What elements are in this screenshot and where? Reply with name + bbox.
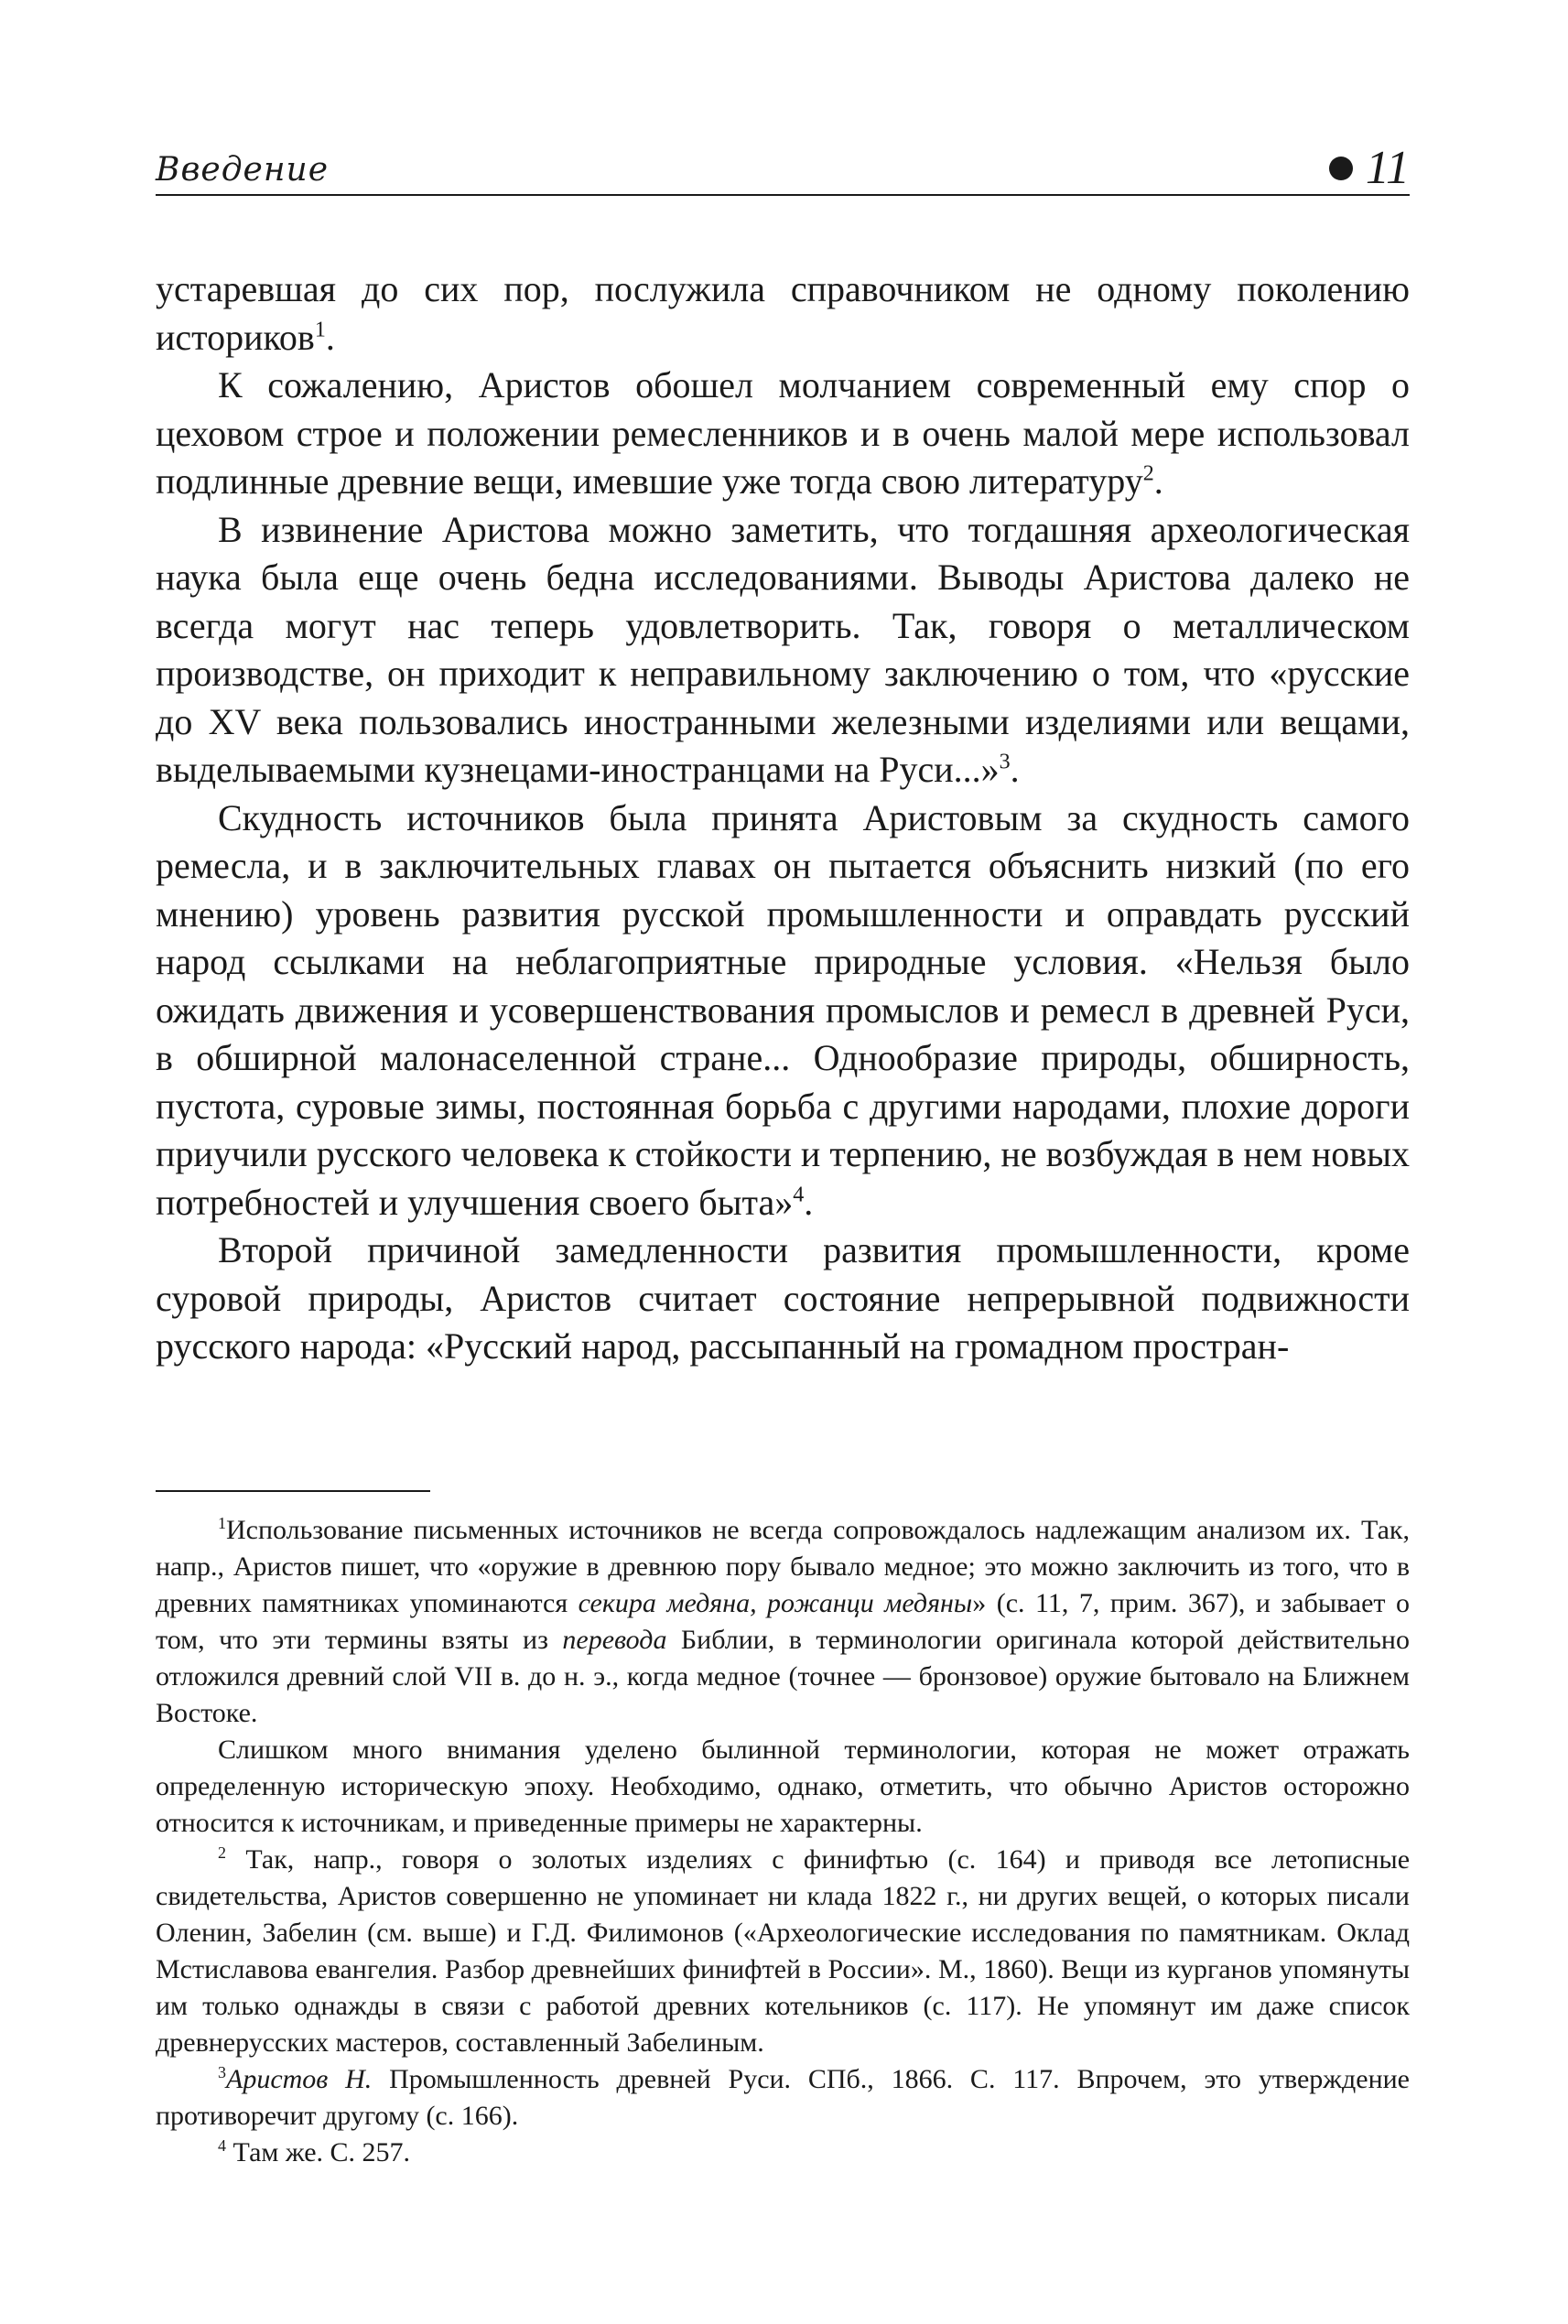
paragraph-3: [156, 506, 1410, 794]
paragraph-5: [156, 1227, 1410, 1371]
footnote-3-author: Аристов Н.: [226, 2064, 373, 2094]
paragraph-1: [156, 265, 1410, 362]
footnote-2-text: Так, напр., говоря о золотых изделиях с финифтью (с. 164) и приводя все летописные свидетельства, Аристов совершенно не упоминает ни клада 1822 г., ни других вещей, о которых писали Оленин, Забелин (см. выше) и Г.Д. Филимонов («Археологические исследования по памятникам. Оклад Мстиславова евангелия. Разбор древнейших финифтей в России». М., 1860). Вещи из курганов упомянуты им только однажды в связи с работой древних котельников (с. 117). Не упомянут им даже список древнерусских мастеров, составленный Забелиным.: [156, 1844, 1411, 2058]
footnote-1-text-c: Библии, в терминологии оригинала которой действительно отложился древний слой VII в. до н. э., когда медное (точнее — бронзовое) оружие бытовало на Ближнем Востоке.: [156, 1625, 1410, 1728]
footnote-3: [156, 2061, 1410, 2135]
main-text: [156, 265, 1410, 1371]
paragraph-3-text: В извинение Аристова можно заметить, что тогдашняя археологическая наука была еще очень бедна исследованиями. Выводы Аристова далеко не всегда могут нас теперь удовлетворить. Так, говоря о металлическом производстве, он приходит к неправильному заключению о том, что «русские до XV века пользовались иностранными железными изделиями или вещами, выделываемыми кузнецами-иностранцами на Руси...»: [156, 508, 1410, 790]
paragraph-2-end: .: [1153, 460, 1163, 502]
footnote-4: [156, 2135, 1410, 2171]
paragraph-3-end: .: [1010, 749, 1020, 790]
page-number: 11: [1365, 142, 1410, 194]
paragraph-2-text: К сожалению, Аристов обошел молчанием современный ему спор о цеховом строе и положении ремесленников и в очень малой мере использовал подлинные древние вещи, имевшие уже тогда свою литературу: [156, 364, 1410, 502]
bullet-icon: [1329, 157, 1353, 180]
footnote-mark-4: 4: [218, 2136, 226, 2155]
footnote-1: [156, 1512, 1410, 1732]
footnote-1-continuation: Слишком много внимания уделено былинной терминологии, которая не может отражать определенную историческую эпоху. Необходимо, однако, отметить, что обычно Аристов осторожно относится к источникам, и приведенные примеры не характерны.: [156, 1735, 1410, 1838]
paragraph-5-text: Второй причиной замедленности развития промышленности, кроме суровой природы, Аристов считает состояние непрерывной подвижности русского народа: «Русский народ, рассыпанный на громадном простран-: [156, 1229, 1410, 1367]
paragraph-4-text: Скудность источников была принята Аристовым за скудность самого ремесла, и в заключительных главах он пытается объяснить низкий (по его мнению) уровень развития русской промышленности и оправдать русский народ ссылками на неблагоприятные природные условия. «Нельзя было ожидать движения и усовершенствования промыслов и ремесл в древней Руси, в обширной малонаселенной стране... Однообразие природы, обширность, пустота, суровые зимы, постоянная борьба с другими народами, плохие дороги приучили русского человека к стойкости и терпению, не возбуждая в нем новых потребностей и улучшения своего быта»: [156, 796, 1410, 1223]
footnote-mark-1: 1: [218, 1514, 226, 1532]
chapter-title: Введение: [156, 151, 330, 189]
paragraph-1-end: .: [325, 316, 335, 358]
footnote-3-text: Промышленность древней Руси. СПб., 1866. С. 117. Впрочем, это утверждение противоречит другому (с. 166).: [156, 2064, 1410, 2131]
footnote-1-text-b: » (с. 11, 7, прим. 367), и забывает о том, что эти термины взяты из: [156, 1588, 1410, 1655]
footnote-ref-2: 2: [1142, 461, 1154, 486]
running-header: [156, 137, 1410, 196]
page-number-block: [1329, 142, 1410, 194]
paragraph-4-end: .: [804, 1181, 814, 1223]
footnote-1-italic-word: перевода: [562, 1625, 667, 1655]
footnote-2: [156, 1842, 1410, 2061]
paragraph-1-text: устаревшая до сих пор, послужила справочником не одному поколению историков: [156, 268, 1410, 358]
footnote-1-italic-quote: секира медяна, рожанци медяны: [578, 1588, 973, 1618]
footnote-ref-3: 3: [999, 750, 1011, 774]
footnote-ref-1: 1: [314, 318, 326, 342]
footnotes: [156, 1512, 1410, 2171]
footnote-mark-3: 3: [218, 2063, 226, 2081]
footnote-ref-4: 4: [793, 1183, 805, 1207]
paragraph-4: [156, 794, 1410, 1227]
footnote-divider: [156, 1490, 430, 1492]
footnote-4-text: Там же. С. 257.: [232, 2137, 411, 2167]
footnote-1-text-a: Использование письменных источников не всегда сопровождалось надлежащим анализом их. Так, напр., Аристов пишет, что «оружие в древнюю пору бывало медное; это можно заключить из того, что в древних памятниках упоминаются: [156, 1515, 1410, 1618]
footnote-mark-2: 2: [218, 1843, 226, 1862]
paragraph-2: [156, 362, 1410, 506]
